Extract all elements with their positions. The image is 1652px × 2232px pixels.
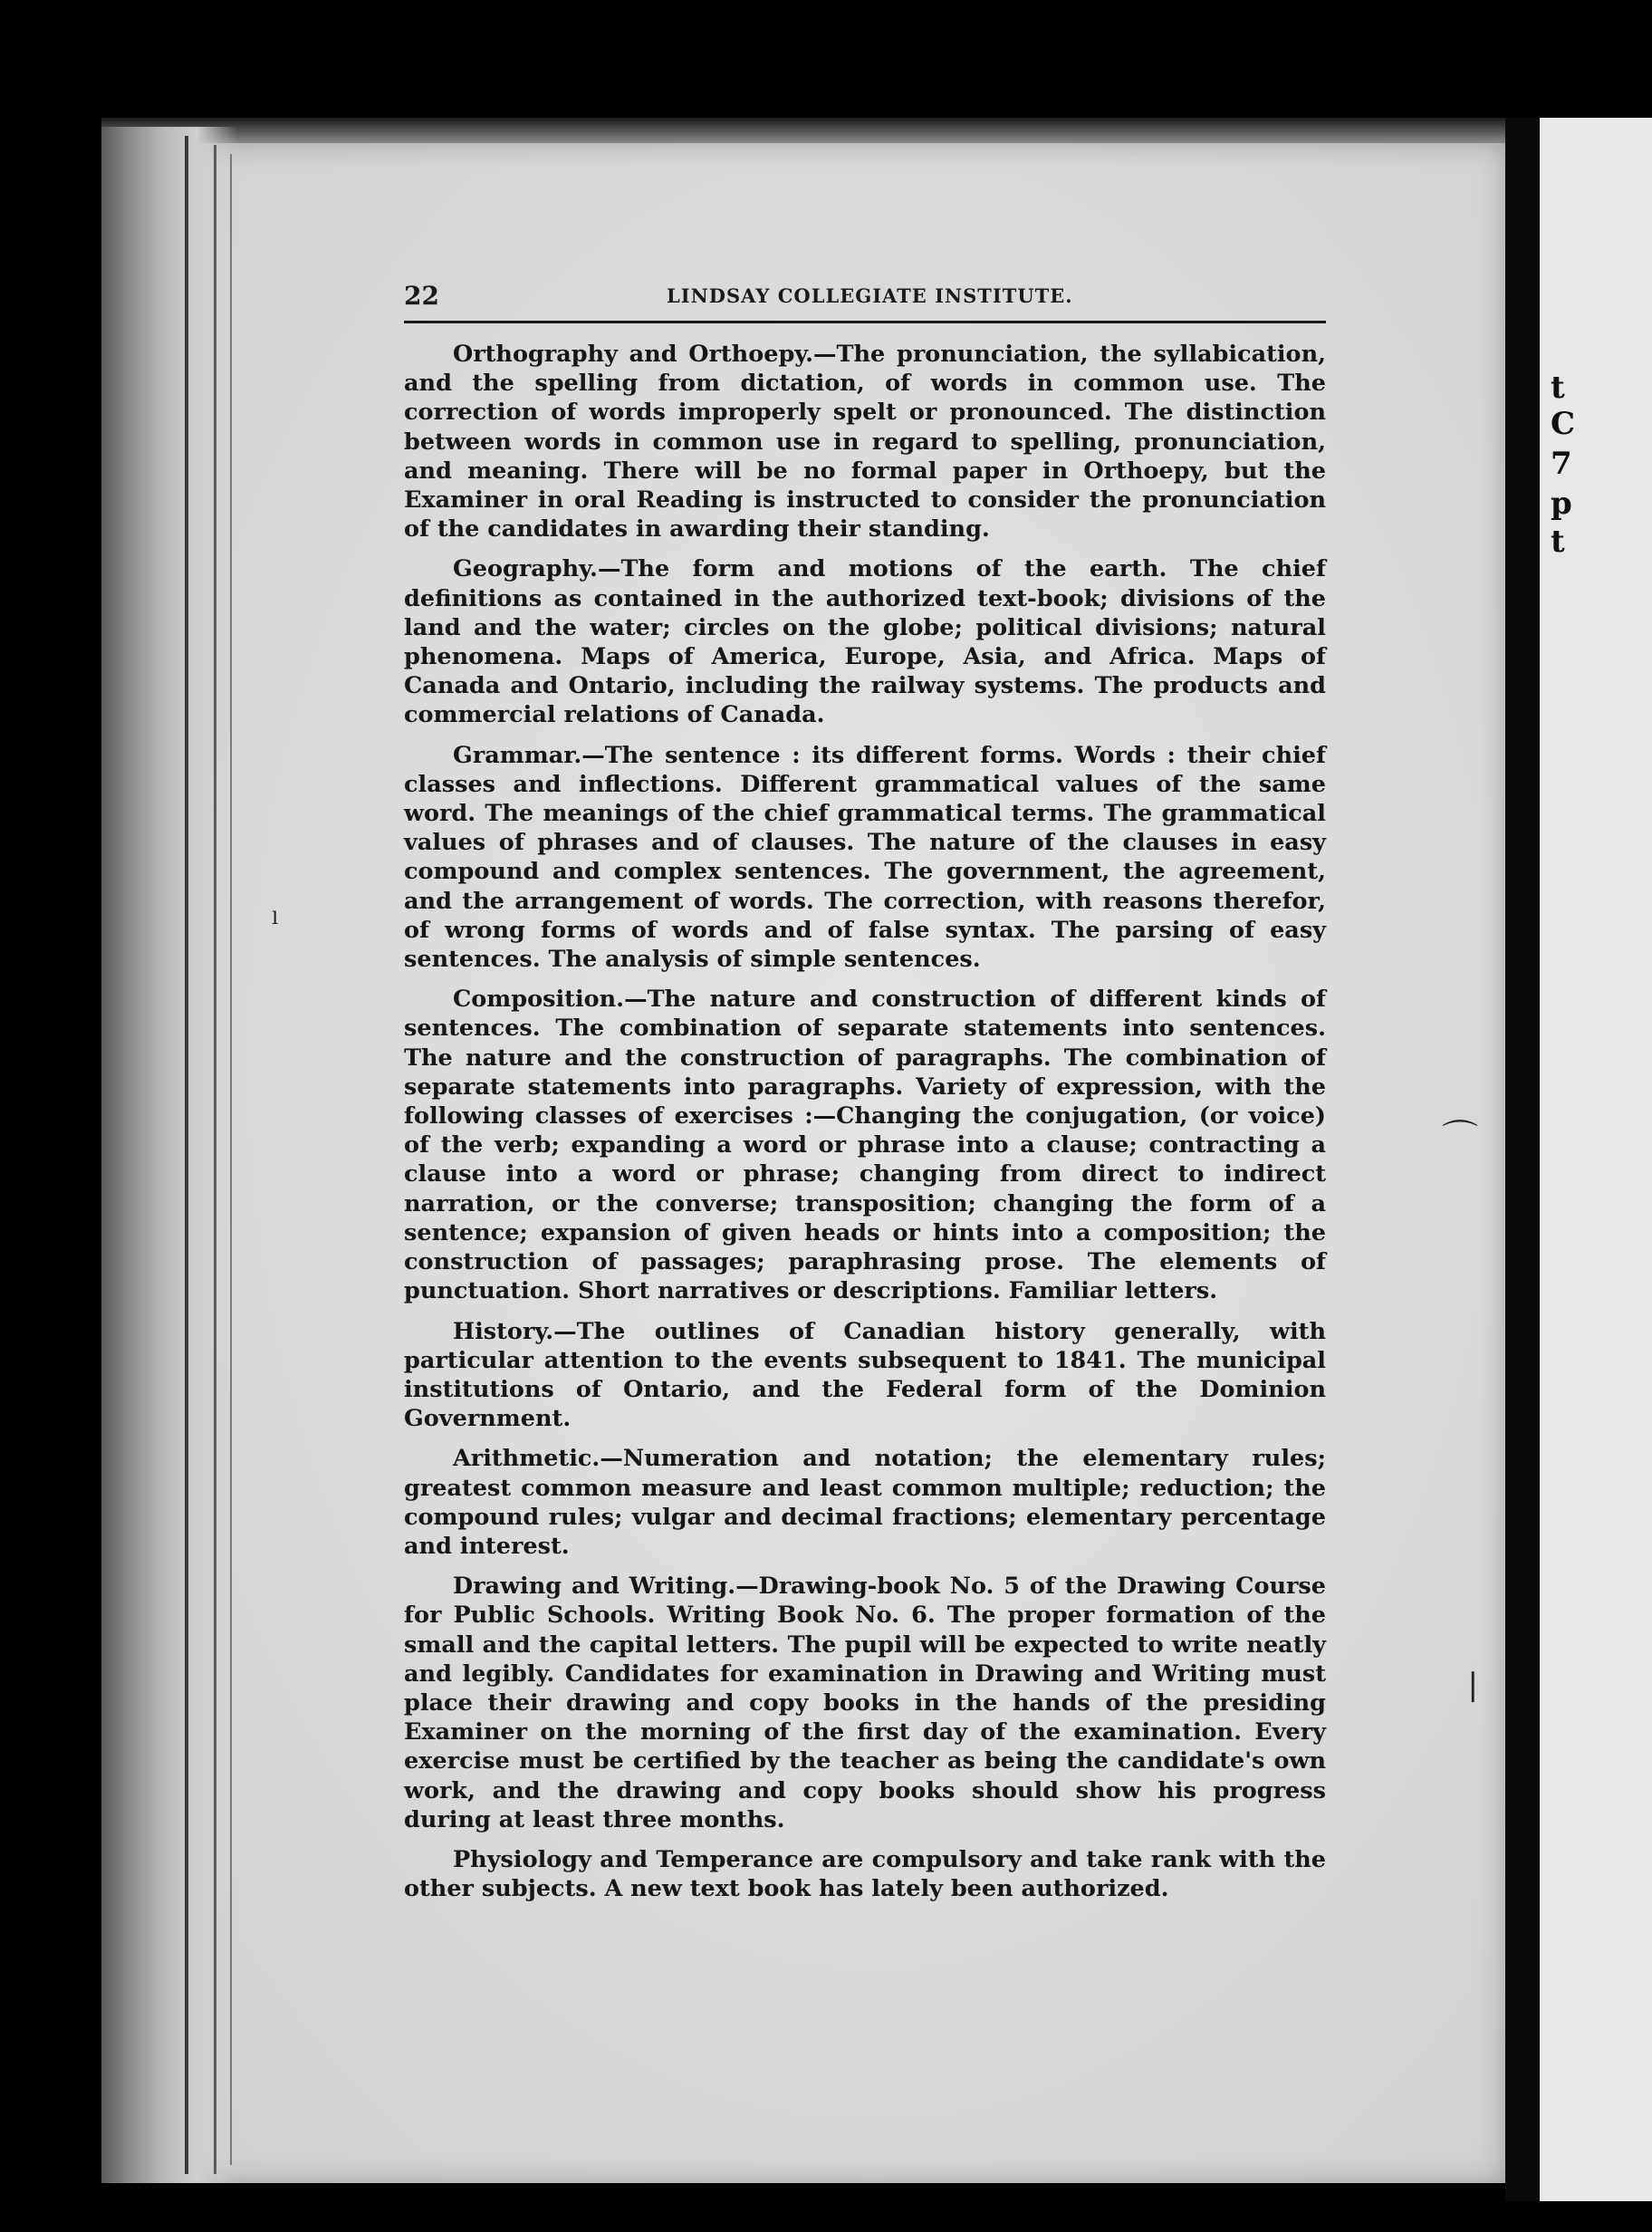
paragraph-physiology <box>404 1845 1326 1903</box>
binding-shadow <box>101 127 237 2183</box>
facing-page-fragment: C <box>1551 406 1576 442</box>
paragraph-geography <box>404 554 1326 729</box>
section-heading: Arithmetic. <box>453 1445 600 1473</box>
binding-line-faint <box>230 154 232 2165</box>
section-heading: Orthography and Orthoepy. <box>453 341 814 368</box>
margin-mark: ˡ <box>272 906 280 942</box>
header-rule <box>404 321 1326 323</box>
margin-mark: ❘ <box>1460 1667 1486 1703</box>
facing-page-fragment: p <box>1551 486 1572 522</box>
section-heading: Physiology and Temperance <box>453 1845 813 1873</box>
paragraph-text: —The outlines of Canadian history generally, with particular attention to the events subsequent to 1841. The municipal institutions of Ontario, and the Federal form of the Dominion Government. <box>404 1317 1326 1433</box>
paragraph-grammar <box>404 741 1326 975</box>
paragraph-drawing-writing <box>404 1572 1326 1834</box>
facing-page-fragment: t <box>1551 524 1565 560</box>
section-heading: History. <box>453 1317 554 1345</box>
paragraph-history <box>404 1317 1326 1434</box>
running-title: LINDSAY COLLEGIATE INSTITUTE. <box>667 284 1073 307</box>
facing-page-fragment: 7 <box>1551 446 1572 482</box>
paragraph-text: —The form and motions of the earth. The chief definitions as contained in the authorized text-book; divisions of the land and the water; circles on the globe; political divisions; natural phenomena. Maps of America, Europe, Asia, and Africa. Maps of Canada and Ontario, including the railway systems. The products and commercial relations of Canada. <box>404 555 1326 729</box>
paragraph-text: —The nature and construction of different kinds of sentences. The combination of separate statements into sentences. The nature and the construction of paragraphs. The combination of separate statements into paragraphs. Variety of expression, with the following classes of exercises :—Changing the conjugation, (or voice) of the verb; expanding a word or phrase into a clause; contracting a clause into a word or phrase; changing from direct to indirect narration, or the converse; transposition; changing the form of a sentence; expansion of given heads or hints into a composition; the construction of passages; paraphrasing prose. The elements of punctuation. Short narratives or descriptions. Familiar letters. <box>404 986 1326 1305</box>
page-number: 22 <box>404 281 439 311</box>
margin-mark: ⌒ <box>1442 1118 1478 1159</box>
section-heading: Composition. <box>453 986 625 1014</box>
facing-page-fragment: t <box>1551 370 1565 406</box>
section-heading: Grammar. <box>453 741 582 769</box>
running-header <box>404 281 1326 326</box>
paragraph-composition <box>404 985 1326 1305</box>
paragraph-text: —Numeration and notation; the elementary rules; greatest common measure and least common multiple; reduction; the compound rules; vulgar and decimal fractions; elementary percentage and interest. <box>404 1445 1326 1560</box>
paragraph-text: are compulsory and take rank with the other subjects. A new text book has lately been authorized. <box>404 1845 1326 1903</box>
paragraph-orthography <box>404 340 1326 544</box>
facing-page-edge <box>1540 118 1652 2201</box>
section-heading: Geography. <box>453 555 598 583</box>
paragraph-text: —The sentence : its different forms. Words : their chief classes and inflections. Different grammatical values of the same word. The meanings of the chief grammatical terms. The grammatical values of phrases and of clauses. The nature of the clauses in easy compound and complex sentences. The government, the agreement, and the arrangement of words. The correction, with reasons therefor, of wrong forms of words and of false syntax. The parsing of easy sentences. The analysis of simple sentences. <box>404 741 1326 974</box>
binding-line-outer <box>185 136 188 2174</box>
page-gutter-shadow <box>1505 118 1542 2201</box>
paragraph-text: —The pronunciation, the syllabication, and the spelling from dictation, of words in common use. The correction of words improperly spelt or pronounced. The distinction between words in common use in regard to spelling, pronunciation, and meaning. There will be no formal paper in Orthoepy, but the Examiner in oral Reading is instructed to consider the pronunciation of the candidates in awarding their standing. <box>404 341 1326 544</box>
binding-line-inner <box>214 145 216 2174</box>
paragraph-text: —Drawing-book No. 5 of the Drawing Course for Public Schools. Writing Book No. 6. The proper formation of the small and the capital letters. The pupil will be expected to write neatly and legibly. Candidates for examination in Drawing and Writing must place their drawing and copy books in the hands of the presiding Examiner on the morning of the first day of the examination. Every exercise must be certified by the teacher as being the candidate's own work, and the drawing and copy books should show his progress during at least three months. <box>404 1573 1327 1833</box>
paragraph-arithmetic <box>404 1444 1326 1561</box>
section-heading: Drawing and Writing. <box>453 1573 736 1601</box>
page-body <box>404 340 1326 1914</box>
